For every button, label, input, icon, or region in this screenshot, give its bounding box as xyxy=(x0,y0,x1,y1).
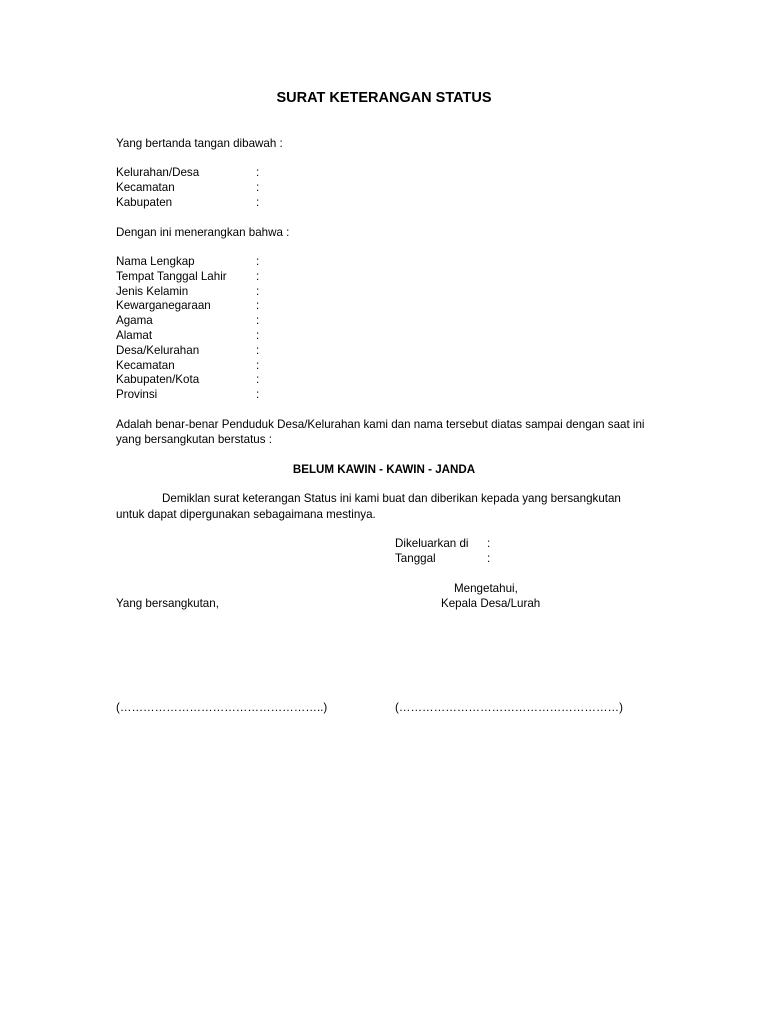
issued-at-label: Dikeluarkan di xyxy=(395,537,469,550)
issued-at-row xyxy=(395,537,490,552)
intro-signer-text: Yang bertanda tangan dibawah : xyxy=(116,137,283,150)
office-field-colon: : xyxy=(256,166,260,179)
office-field-row xyxy=(116,181,259,196)
person-field-label: Nama Lengkap xyxy=(116,255,195,268)
person-field-colon: : xyxy=(256,255,260,268)
person-field-row xyxy=(116,299,259,314)
closing-line-1: Demiklan surat keterangan Status ini kami buat dan diberikan kepada yang bersangkutan xyxy=(162,492,621,505)
person-field-row xyxy=(116,270,259,285)
person-field-row xyxy=(116,344,259,359)
residency-line-1: Adalah benar-benar Penduduk Desa/Kelurahan kami dan nama tersebut diatas sampai dengan saat ini xyxy=(116,418,645,431)
subject-signature-line: (……………………………………………..) xyxy=(116,701,328,714)
status-options: BELUM KAWIN - KAWIN - JANDA xyxy=(292,463,476,476)
date-colon: : xyxy=(487,552,491,565)
office-field-label: Kelurahan/Desa xyxy=(116,166,200,179)
person-field-colon: : xyxy=(256,299,260,313)
person-field-label: Agama xyxy=(116,314,153,328)
person-field-colon: : xyxy=(256,358,260,372)
head-signature-line: (…………………………………………………) xyxy=(395,701,624,714)
issued-at-colon: : xyxy=(487,537,491,550)
person-field-label: Kabupaten/Kota xyxy=(116,373,200,387)
acknowledged-text: Mengetahui, xyxy=(454,582,518,595)
person-field-label: Tempat Tanggal Lahir xyxy=(116,269,227,283)
office-field-row xyxy=(116,196,259,211)
person-field-row xyxy=(116,255,259,270)
person-field-row xyxy=(116,314,259,329)
person-field-colon: : xyxy=(256,269,260,283)
office-field-colon: : xyxy=(256,180,260,194)
date-row xyxy=(395,552,490,567)
office-fields-list xyxy=(116,166,259,210)
date-label: Tanggal xyxy=(395,552,436,565)
person-field-label: Provinsi xyxy=(116,388,158,402)
person-field-row xyxy=(116,373,259,388)
office-field-colon: : xyxy=(256,195,260,209)
person-field-label: Jenis Kelamin xyxy=(116,284,189,298)
person-field-colon: : xyxy=(256,373,260,387)
person-field-label: Desa/Kelurahan xyxy=(116,343,200,357)
office-field-row xyxy=(116,166,259,181)
person-field-row xyxy=(116,329,259,344)
person-field-colon: : xyxy=(256,328,260,342)
person-field-label: Alamat xyxy=(116,328,153,342)
residency-line-2: yang bersangkutan berstatus : xyxy=(116,433,272,446)
person-field-row xyxy=(116,388,259,403)
head-title: Kepala Desa/Lurah xyxy=(441,597,541,610)
person-field-label: Kewarganegaraan xyxy=(116,299,211,313)
office-field-label: Kabupaten xyxy=(116,195,173,209)
person-field-colon: : xyxy=(256,388,260,402)
person-field-colon: : xyxy=(256,343,260,357)
person-field-row xyxy=(116,359,259,374)
office-field-label: Kecamatan xyxy=(116,180,175,194)
statement-intro-text: Dengan ini menerangkan bahwa : xyxy=(116,226,290,239)
closing-line-2: untuk dapat dipergunakan sebagaimana mestinya. xyxy=(116,508,376,521)
person-fields-list xyxy=(116,255,259,403)
person-field-colon: : xyxy=(256,284,260,298)
person-field-label: Kecamatan xyxy=(116,358,175,372)
document-title: SURAT KETERANGAN STATUS xyxy=(276,90,492,106)
person-field-colon: : xyxy=(256,314,260,328)
subject-label: Yang bersangkutan, xyxy=(116,597,219,610)
person-field-row xyxy=(116,285,259,300)
